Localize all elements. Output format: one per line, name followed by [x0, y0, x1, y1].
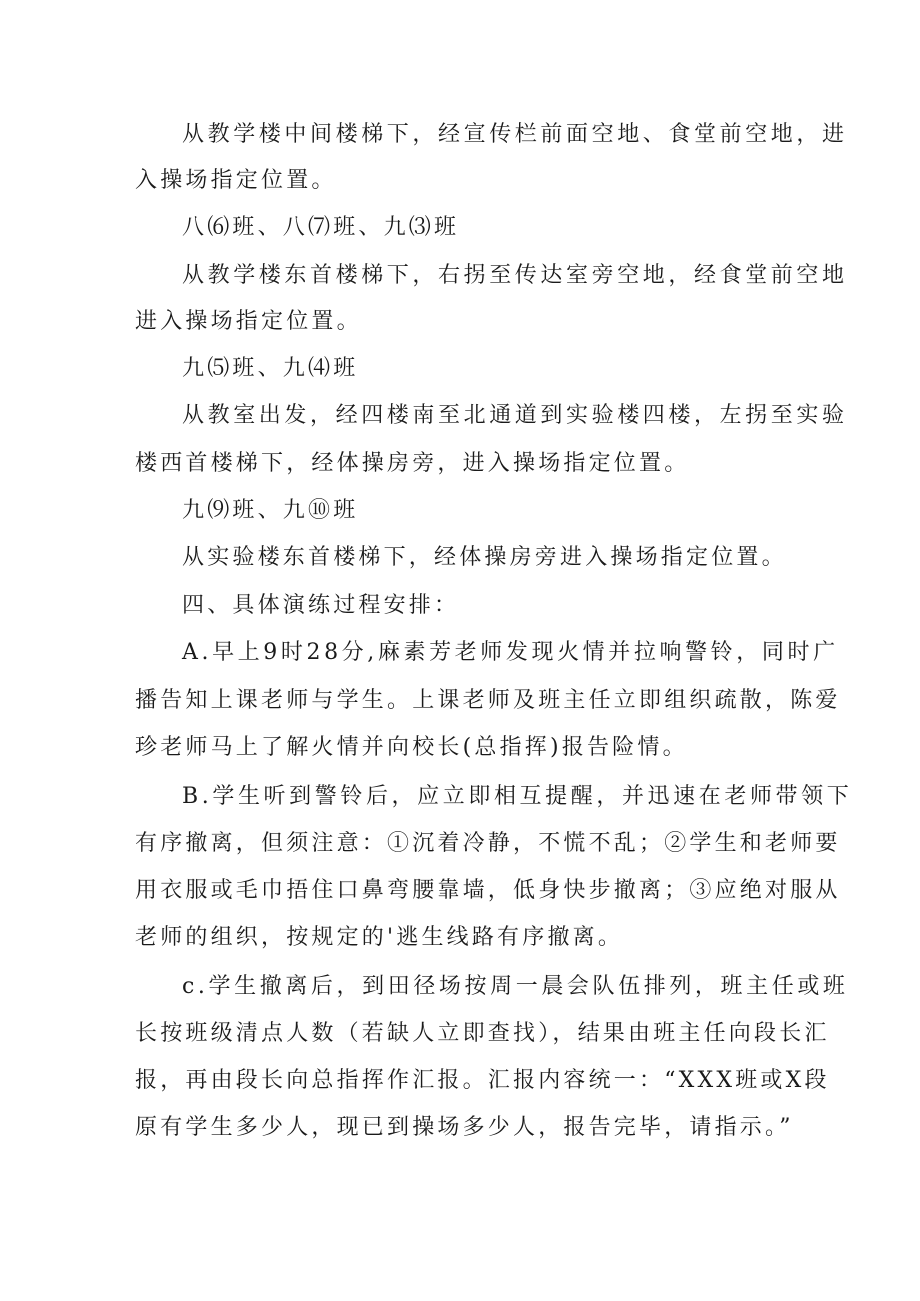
class-heading: 九⑸班、九⑷班: [182, 356, 359, 381]
paragraph-line: 从实验楼东首楼梯下，经体操房旁进入操场指定位置。: [182, 545, 787, 570]
paragraph-line: 从教学楼东首楼梯下，右拐至传达室旁空地，经食堂前空地: [182, 263, 848, 288]
paragraph-line: A.早上9时28分,麻素芳老师发现火情并拉响警铃，同时广: [182, 640, 839, 665]
paragraph-line: 入操场指定位置。: [135, 168, 337, 193]
class-heading: 九⑼班、九⑩班: [182, 498, 359, 523]
paragraph-line: 老师的组织，按规定的'逃生线路有序撤离。: [135, 925, 624, 950]
paragraph-line: 播告知上课老师与学生。上课老师及班主任立即组织疏散，陈爱: [135, 688, 841, 713]
paragraph-line: B.学生听到警铃后，应立即相互提醒，并迅速在老师带领下: [182, 784, 853, 809]
paragraph-line: 进入操场指定位置。: [135, 309, 362, 334]
class-heading: 八⑹班、八⑺班、九⑶班: [182, 215, 460, 240]
paragraph-line: c.学生撤离后，到田径场按周一晨会队伍排列，班主任或班: [182, 974, 849, 999]
paragraph-line: 从教学楼中间楼梯下，经宣传栏前面空地、食堂前空地，进: [182, 122, 848, 147]
paragraph-line: 楼西首楼梯下，经体操房旁，进入操场指定位置。: [135, 451, 690, 476]
paragraph-line: 原有学生多少人，现已到操场多少人，报告完毕，请指示。”: [135, 1115, 794, 1140]
paragraph-line: 用衣服或毛巾捂住口鼻弯腰靠墙，低身快步撤离；③应绝对服从: [135, 878, 841, 903]
section-heading: 四、具体演练过程安排：: [182, 593, 460, 618]
paragraph-line: 报，再由段长向总指挥作汇报。汇报内容统一：“XXX班或X段: [135, 1068, 830, 1093]
paragraph-line: 有序撤离，但须注意：①沉着冷静，不慌不乱；②学生和老师要: [135, 831, 841, 856]
paragraph-line: 长按班级清点人数（若缺人立即查找），结果由班主任向段长汇: [135, 1021, 830, 1046]
paragraph-line: 珍老师马上了解火情并向校长(总指挥)报告险情。: [135, 735, 688, 760]
paragraph-line: 从教室出发，经四楼南至北通道到实验楼四楼，左拐至实验: [182, 403, 848, 428]
